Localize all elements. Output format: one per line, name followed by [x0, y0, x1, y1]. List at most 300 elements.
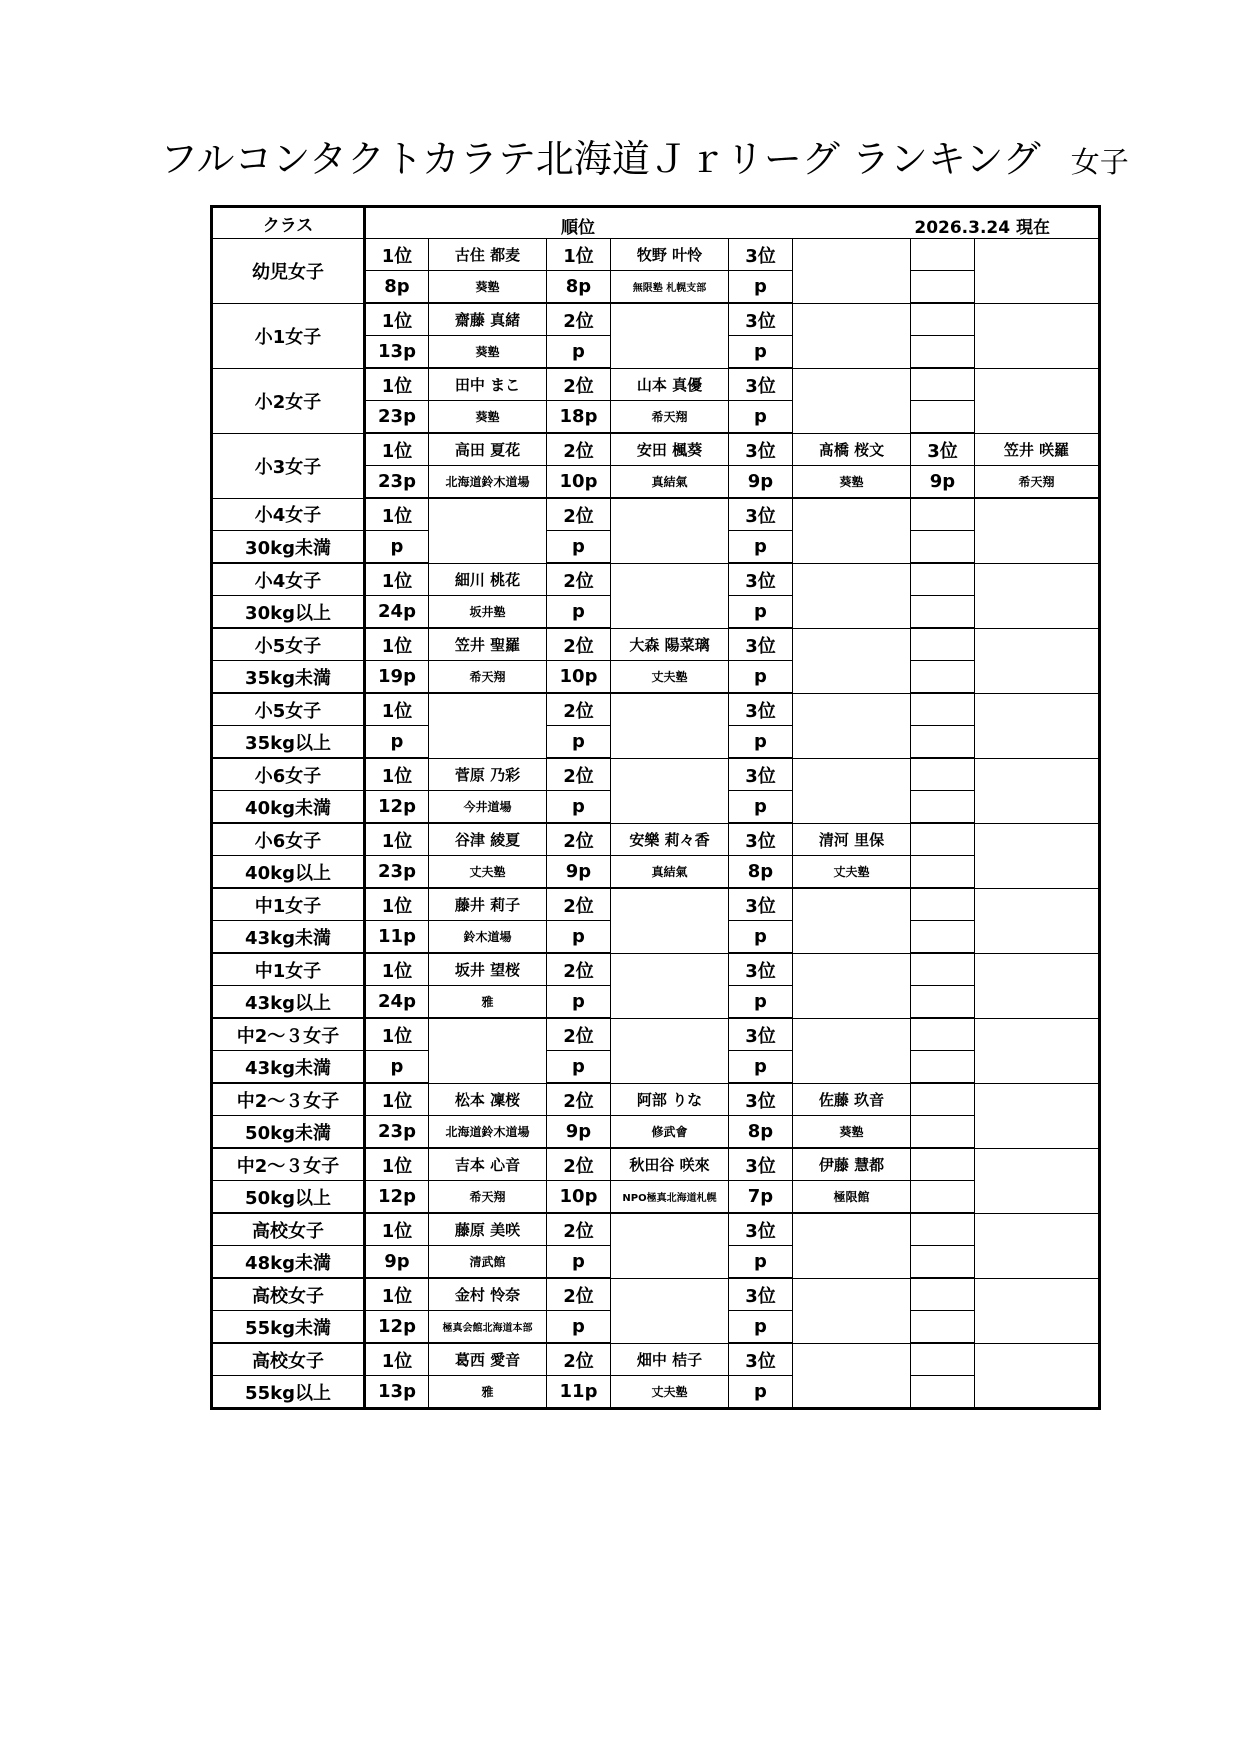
athlete-name: 髙橋 桜文 — [793, 433, 911, 466]
athlete-name: 笠井 咲羅 — [975, 433, 1100, 466]
table-row — [212, 758, 1100, 791]
points-cell: p — [729, 336, 793, 369]
rank-cell — [911, 368, 975, 401]
dojo-name: 葵塾 — [429, 336, 547, 369]
rank-cell: 2位 — [547, 1148, 611, 1181]
athlete-name: 吉本 心音 — [429, 1148, 547, 1181]
athlete-name — [793, 1343, 911, 1409]
athlete-name — [793, 1213, 911, 1278]
points-cell — [911, 1311, 975, 1344]
table-row — [212, 1181, 1100, 1214]
points-cell: p — [729, 1376, 793, 1409]
athlete-name — [429, 693, 547, 758]
athlete-name: 菅原 乃彩 — [429, 758, 547, 791]
athlete-name — [975, 1083, 1100, 1148]
dojo-name: 雅 — [429, 986, 547, 1019]
class-weight: 50kg未満 — [212, 1116, 365, 1149]
athlete-name — [611, 563, 729, 628]
athlete-name: 松本 凜桜 — [429, 1083, 547, 1116]
rank-cell — [911, 1213, 975, 1246]
points-cell: 10p — [547, 661, 611, 694]
rank-cell: 3位 — [729, 823, 793, 856]
points-cell: 19p — [365, 661, 429, 694]
rank-cell: 1位 — [365, 823, 429, 856]
athlete-name — [611, 888, 729, 953]
points-cell — [911, 1116, 975, 1149]
dojo-name: 修武會 — [611, 1116, 729, 1149]
rank-cell: 1位 — [365, 239, 429, 271]
points-cell — [911, 1376, 975, 1409]
class-name: 小2女子 — [212, 368, 365, 433]
dojo-name: 丈夫塾 — [611, 1376, 729, 1409]
athlete-name — [975, 1018, 1100, 1083]
points-cell: 9p — [365, 1246, 429, 1279]
athlete-name — [793, 303, 911, 368]
rank-cell: 1位 — [365, 1148, 429, 1181]
points-cell: 23p — [365, 466, 429, 499]
class-name: 小5女子 — [212, 628, 365, 661]
rank-cell: 2位 — [547, 1213, 611, 1246]
athlete-name: 細川 桃花 — [429, 563, 547, 596]
athlete-name — [611, 1213, 729, 1278]
points-cell — [911, 271, 975, 304]
points-cell — [911, 401, 975, 434]
athlete-name — [975, 953, 1100, 1018]
table-row — [212, 1213, 1100, 1246]
rank-cell: 2位 — [547, 888, 611, 921]
athlete-name — [975, 368, 1100, 433]
athlete-name — [975, 303, 1100, 368]
rank-cell — [911, 1278, 975, 1311]
rank-cell — [911, 1148, 975, 1181]
rank-cell: 1位 — [365, 303, 429, 336]
dojo-name: 葵塾 — [429, 271, 547, 304]
rank-cell: 1位 — [365, 953, 429, 986]
dojo-name: NPO極真北海道札幌 — [611, 1181, 729, 1214]
points-cell — [911, 336, 975, 369]
athlete-name: 秋田谷 咲來 — [611, 1148, 729, 1181]
rank-cell: 2位 — [547, 1343, 611, 1376]
table-row — [212, 239, 1100, 271]
dojo-name: 希天翔 — [429, 661, 547, 694]
table-row — [212, 661, 1100, 694]
rank-cell — [911, 693, 975, 726]
dojo-name: 葵塾 — [793, 1116, 911, 1149]
rank-cell: 3位 — [729, 1278, 793, 1311]
points-cell: 13p — [365, 336, 429, 369]
points-cell: 12p — [365, 1311, 429, 1344]
dojo-name: 雅 — [429, 1376, 547, 1409]
points-cell: p — [729, 661, 793, 694]
rank-cell: 3位 — [729, 498, 793, 531]
athlete-name: 安樂 莉々香 — [611, 823, 729, 856]
athlete-name: 藤原 美咲 — [429, 1213, 547, 1246]
rank-cell: 3位 — [729, 1148, 793, 1181]
points-cell: p — [729, 1051, 793, 1084]
athlete-name — [793, 953, 911, 1018]
rank-cell: 2位 — [547, 823, 611, 856]
rank-header: 順位 — [561, 218, 595, 238]
table-row — [212, 888, 1100, 921]
rank-cell: 3位 — [729, 693, 793, 726]
class-weight: 35kg以上 — [212, 726, 365, 759]
points-cell: 8p — [729, 856, 793, 889]
points-cell: p — [729, 726, 793, 759]
class-name: 小6女子 — [212, 823, 365, 856]
dojo-name: 丈夫塾 — [793, 856, 911, 889]
rank-cell: 1位 — [365, 1018, 429, 1051]
dojo-name: 無限塾 札幌支部 — [611, 271, 729, 304]
athlete-name — [975, 693, 1100, 758]
class-weight: 30kg未満 — [212, 531, 365, 564]
athlete-name: 伊藤 慧都 — [793, 1148, 911, 1181]
class-name: 中1女子 — [212, 888, 365, 921]
rank-cell: 3位 — [729, 1343, 793, 1376]
athlete-name — [429, 1018, 547, 1083]
points-cell — [911, 1181, 975, 1214]
table-row — [212, 1376, 1100, 1409]
dojo-name: 丈夫塾 — [611, 661, 729, 694]
points-cell: 9p — [547, 856, 611, 889]
athlete-name: 阿部 りな — [611, 1083, 729, 1116]
rank-cell — [911, 563, 975, 596]
points-cell: p — [365, 726, 429, 759]
points-cell: 11p — [547, 1376, 611, 1409]
dojo-name: 希天翔 — [975, 466, 1100, 499]
rank-cell: 3位 — [729, 953, 793, 986]
table-row — [212, 433, 1100, 466]
class-weight: 43kg未満 — [212, 1051, 365, 1084]
points-cell: p — [729, 271, 793, 304]
points-cell — [911, 791, 975, 824]
points-cell: 23p — [365, 856, 429, 889]
dojo-name: 今井道場 — [429, 791, 547, 824]
athlete-name: 安田 楓葵 — [611, 433, 729, 466]
table-row — [212, 693, 1100, 726]
rank-cell — [911, 953, 975, 986]
rank-cell: 1位 — [365, 693, 429, 726]
points-cell: p — [547, 1246, 611, 1279]
table-row — [212, 303, 1100, 336]
rank-cell: 2位 — [547, 498, 611, 531]
athlete-name — [793, 758, 911, 823]
dojo-name: 葵塾 — [429, 401, 547, 434]
dojo-name: 極限館 — [793, 1181, 911, 1214]
points-cell: p — [547, 531, 611, 564]
points-cell: 7p — [729, 1181, 793, 1214]
class-name: 高校女子 — [212, 1213, 365, 1246]
athlete-name: 坂井 望桜 — [429, 953, 547, 986]
rank-cell: 3位 — [729, 1213, 793, 1246]
class-name: 小1女子 — [212, 303, 365, 368]
rank-cell: 1位 — [365, 433, 429, 466]
class-name: 高校女子 — [212, 1278, 365, 1311]
dojo-name: 希天翔 — [429, 1181, 547, 1214]
athlete-name — [975, 758, 1100, 823]
points-cell: p — [729, 401, 793, 434]
class-weight: 50kg以上 — [212, 1181, 365, 1214]
athlete-name — [611, 693, 729, 758]
class-name: 小4女子 — [212, 563, 365, 596]
rank-cell — [911, 1343, 975, 1376]
table-row — [212, 953, 1100, 986]
rank-cell: 2位 — [547, 1018, 611, 1051]
athlete-name: 田中 まこ — [429, 368, 547, 401]
rank-cell — [911, 1083, 975, 1116]
title-suffix: 女子 — [1070, 145, 1129, 179]
rank-cell: 3位 — [729, 303, 793, 336]
points-cell: 9p — [911, 466, 975, 499]
points-cell: p — [729, 531, 793, 564]
rank-cell: 3位 — [729, 563, 793, 596]
dojo-name: 葵塾 — [793, 466, 911, 499]
points-cell: p — [547, 596, 611, 629]
points-cell: 24p — [365, 986, 429, 1019]
table-row — [212, 368, 1100, 401]
table-row — [212, 1116, 1100, 1149]
rank-cell: 3位 — [729, 368, 793, 401]
class-name: 小3女子 — [212, 433, 365, 498]
class-weight: 40kg未満 — [212, 791, 365, 824]
page-title — [160, 128, 1129, 183]
rank-header-cell — [365, 207, 1100, 239]
athlete-name: 齋藤 真緒 — [429, 303, 547, 336]
class-name: 高校女子 — [212, 1343, 365, 1376]
dojo-name: 北海道鈴木道場 — [429, 466, 547, 499]
points-cell: 9p — [729, 466, 793, 499]
class-name: 中2～３女子 — [212, 1083, 365, 1116]
points-cell: p — [729, 986, 793, 1019]
rank-cell: 2位 — [547, 368, 611, 401]
rank-cell — [911, 498, 975, 531]
points-cell: p — [547, 1051, 611, 1084]
class-name: 中2～３女子 — [212, 1148, 365, 1181]
points-cell — [911, 661, 975, 694]
rank-cell: 2位 — [547, 758, 611, 791]
title-main: フルコンタクトカラテ北海道Ｊｒリーグ ランキング — [160, 137, 1041, 181]
athlete-name — [975, 823, 1100, 888]
date-label: 2026.3.24 現在 — [914, 218, 1050, 238]
points-cell: 23p — [365, 1116, 429, 1149]
rank-cell: 1位 — [365, 1343, 429, 1376]
table-row — [212, 563, 1100, 596]
athlete-name — [793, 628, 911, 693]
rank-cell: 1位 — [365, 498, 429, 531]
table-row — [212, 1343, 1100, 1376]
points-cell: p — [365, 1051, 429, 1084]
athlete-name: 笠井 聖羅 — [429, 628, 547, 661]
athlete-name — [975, 1278, 1100, 1343]
athlete-name — [793, 693, 911, 758]
points-cell: 8p — [729, 1116, 793, 1149]
rank-cell: 3位 — [911, 433, 975, 466]
rank-cell — [911, 888, 975, 921]
points-cell: 8p — [547, 271, 611, 304]
class-weight: 40kg以上 — [212, 856, 365, 889]
rank-cell: 1位 — [365, 628, 429, 661]
athlete-name — [975, 1213, 1100, 1278]
class-weight: 35kg未満 — [212, 661, 365, 694]
class-weight: 30kg以上 — [212, 596, 365, 629]
rank-cell: 1位 — [365, 758, 429, 791]
athlete-name: 葛西 愛音 — [429, 1343, 547, 1376]
athlete-name — [793, 239, 911, 304]
rank-cell: 3位 — [729, 239, 793, 271]
dojo-name: 坂井塾 — [429, 596, 547, 629]
table-row — [212, 1278, 1100, 1311]
points-cell: p — [547, 726, 611, 759]
athlete-name — [793, 1018, 911, 1083]
class-name: 小5女子 — [212, 693, 365, 726]
rank-cell: 3位 — [729, 758, 793, 791]
points-cell — [911, 856, 975, 889]
table-row — [212, 1018, 1100, 1051]
points-cell: 24p — [365, 596, 429, 629]
points-cell: p — [729, 791, 793, 824]
athlete-name — [975, 1148, 1100, 1213]
athlete-name: 畑中 桔子 — [611, 1343, 729, 1376]
athlete-name — [429, 498, 547, 563]
class-name: 中1女子 — [212, 953, 365, 986]
points-cell: 12p — [365, 1181, 429, 1214]
athlete-name: 高田 夏花 — [429, 433, 547, 466]
rank-cell: 2位 — [547, 1278, 611, 1311]
points-cell: 18p — [547, 401, 611, 434]
athlete-name: 藤井 莉子 — [429, 888, 547, 921]
dojo-name: 極真会館北海道本部 — [429, 1311, 547, 1344]
rank-cell: 2位 — [547, 563, 611, 596]
dojo-name: 清武館 — [429, 1246, 547, 1279]
athlete-name — [793, 888, 911, 953]
rank-cell: 1位 — [365, 368, 429, 401]
rank-cell — [911, 823, 975, 856]
points-cell: 13p — [365, 1376, 429, 1409]
athlete-name — [975, 888, 1100, 953]
points-cell: 23p — [365, 401, 429, 434]
rank-cell — [911, 303, 975, 336]
athlete-name — [975, 628, 1100, 693]
points-cell — [911, 986, 975, 1019]
athlete-name — [611, 758, 729, 823]
rank-cell: 2位 — [547, 953, 611, 986]
athlete-name: 金村 怜奈 — [429, 1278, 547, 1311]
points-cell: 9p — [547, 1116, 611, 1149]
rank-cell: 2位 — [547, 433, 611, 466]
dojo-name: 丈夫塾 — [429, 856, 547, 889]
rank-cell: 1位 — [365, 1083, 429, 1116]
athlete-name — [793, 368, 911, 433]
points-cell: 12p — [365, 791, 429, 824]
athlete-name: 大森 陽菜璃 — [611, 628, 729, 661]
points-cell: p — [729, 596, 793, 629]
dojo-name: 真結氣 — [611, 466, 729, 499]
points-cell: p — [547, 1311, 611, 1344]
class-weight: 55kg未満 — [212, 1311, 365, 1344]
rank-cell: 2位 — [547, 303, 611, 336]
dojo-name: 希天翔 — [611, 401, 729, 434]
dojo-name: 真結氣 — [611, 856, 729, 889]
rank-cell: 1位 — [365, 1278, 429, 1311]
athlete-name: 牧野 叶怜 — [611, 239, 729, 271]
rank-cell: 2位 — [547, 693, 611, 726]
athlete-name — [975, 1343, 1100, 1409]
athlete-name — [793, 1278, 911, 1343]
rank-cell: 3位 — [729, 628, 793, 661]
dojo-name: 鈴木道場 — [429, 921, 547, 954]
athlete-name: 清河 里保 — [793, 823, 911, 856]
athlete-name: 谷津 綾夏 — [429, 823, 547, 856]
table-row — [212, 1083, 1100, 1116]
rank-cell: 3位 — [729, 1083, 793, 1116]
rank-cell — [911, 628, 975, 661]
athlete-name: 山本 真優 — [611, 368, 729, 401]
rank-cell: 3位 — [729, 888, 793, 921]
rank-cell: 3位 — [729, 433, 793, 466]
athlete-name — [975, 498, 1100, 563]
table-row — [212, 1148, 1100, 1181]
points-cell: p — [547, 336, 611, 369]
rank-cell: 2位 — [547, 628, 611, 661]
table-row — [212, 628, 1100, 661]
points-cell — [911, 531, 975, 564]
points-cell: p — [547, 921, 611, 954]
class-weight: 48kg未満 — [212, 1246, 365, 1279]
rank-cell: 2位 — [547, 1083, 611, 1116]
table-row — [212, 498, 1100, 531]
rank-cell: 1位 — [365, 1213, 429, 1246]
class-weight: 43kg未満 — [212, 921, 365, 954]
class-name: 中2～３女子 — [212, 1018, 365, 1051]
points-cell — [911, 1246, 975, 1279]
points-cell: p — [547, 791, 611, 824]
athlete-name — [793, 563, 911, 628]
points-cell — [911, 921, 975, 954]
rank-cell — [911, 758, 975, 791]
ranking-table — [210, 205, 1101, 1410]
athlete-name — [793, 498, 911, 563]
points-cell: p — [729, 1246, 793, 1279]
points-cell — [911, 596, 975, 629]
class-weight: 43kg以上 — [212, 986, 365, 1019]
header-row — [212, 207, 1100, 239]
points-cell: p — [729, 921, 793, 954]
class-name: 幼児女子 — [212, 239, 365, 304]
athlete-name — [611, 1278, 729, 1343]
points-cell: p — [729, 1311, 793, 1344]
ranking-body — [212, 239, 1100, 1409]
rank-cell: 1位 — [365, 563, 429, 596]
points-cell: 11p — [365, 921, 429, 954]
rank-cell — [911, 239, 975, 271]
points-cell: 10p — [547, 466, 611, 499]
points-cell — [911, 1051, 975, 1084]
points-cell: p — [365, 531, 429, 564]
athlete-name: 古住 都麦 — [429, 239, 547, 271]
athlete-name — [611, 1018, 729, 1083]
class-header: クラス — [212, 207, 365, 239]
athlete-name: 佐藤 玖音 — [793, 1083, 911, 1116]
points-cell: 8p — [365, 271, 429, 304]
points-cell: p — [547, 986, 611, 1019]
rank-cell: 3位 — [729, 1018, 793, 1051]
class-name: 小6女子 — [212, 758, 365, 791]
points-cell: 10p — [547, 1181, 611, 1214]
rank-cell — [911, 1018, 975, 1051]
athlete-name — [611, 303, 729, 368]
rank-cell: 1位 — [365, 888, 429, 921]
table-row — [212, 823, 1100, 856]
points-cell — [911, 726, 975, 759]
